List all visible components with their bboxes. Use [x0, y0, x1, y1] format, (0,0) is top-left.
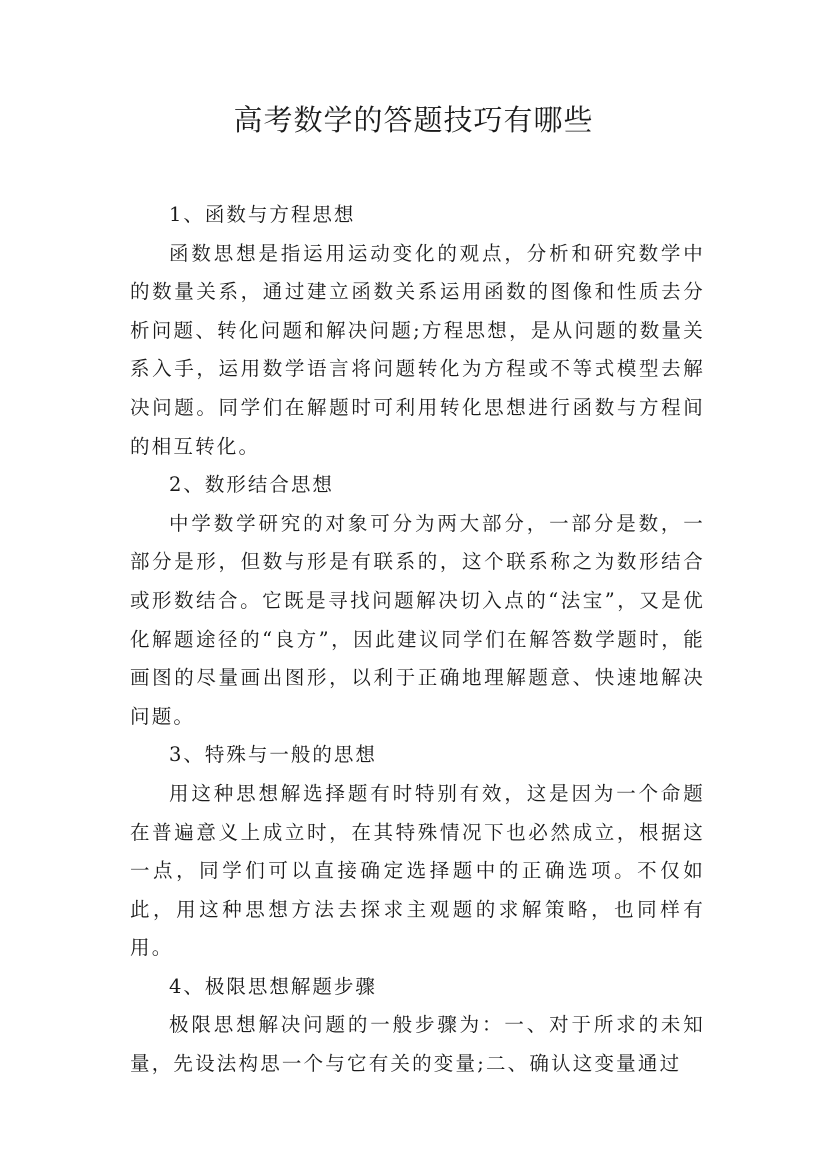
section-paragraph-3: 用这种思想解选择题有时特别有效，这是因为一个命题在普遍意义上成立时，在其特殊情况下也必然成立，根据这一点，同学们可以直接确定选择题中的正确选项。不仅如此，用这种思想方法去探求主观题的求解策略，也同样有用。	[130, 781, 705, 960]
section-paragraph-4: 极限思想解决问题的一般步骤为：一、对于所求的未知量，先设法构思一个与它有关的变量;二、确认这变量通过	[130, 1013, 705, 1076]
section-heading-3: 3、特殊与一般的思想	[169, 743, 377, 767]
section-paragraph-2: 中学数学研究的对象可分为两大部分，一部分是数，一部分是形，但数与形是有联系的，这个联系称之为数形结合或形数结合。它既是寻找问题解决切入点的“法宝”，又是优化解题途径的“良方”，因此建议同学们在解答数学题时，能画图的尽量画出图形，以利于正确地理解题意、快速地解决问题。	[130, 511, 705, 728]
section-heading-1: 1、函数与方程思想	[169, 203, 356, 226]
document-body	[130, 196, 705, 1084]
document-title: 高考数学的答题技巧有哪些	[233, 103, 594, 137]
section-heading-4: 4、极限思想解题步骤	[169, 974, 377, 998]
section-heading-2: 2、数形结合思想	[169, 473, 334, 497]
section-paragraph-1: 函数思想是指运用运动变化的观点，分析和研究数学中的数量关系，通过建立函数关系运用函数的图像和性质去分析问题、转化问题和解决问题;方程思想，是从问题的数量关系入手，运用数学语言将问题转化为方程或不等式模型去解决问题。同学们在解题时可利用转化思想进行函数与方程间的相互转化。	[130, 241, 705, 458]
